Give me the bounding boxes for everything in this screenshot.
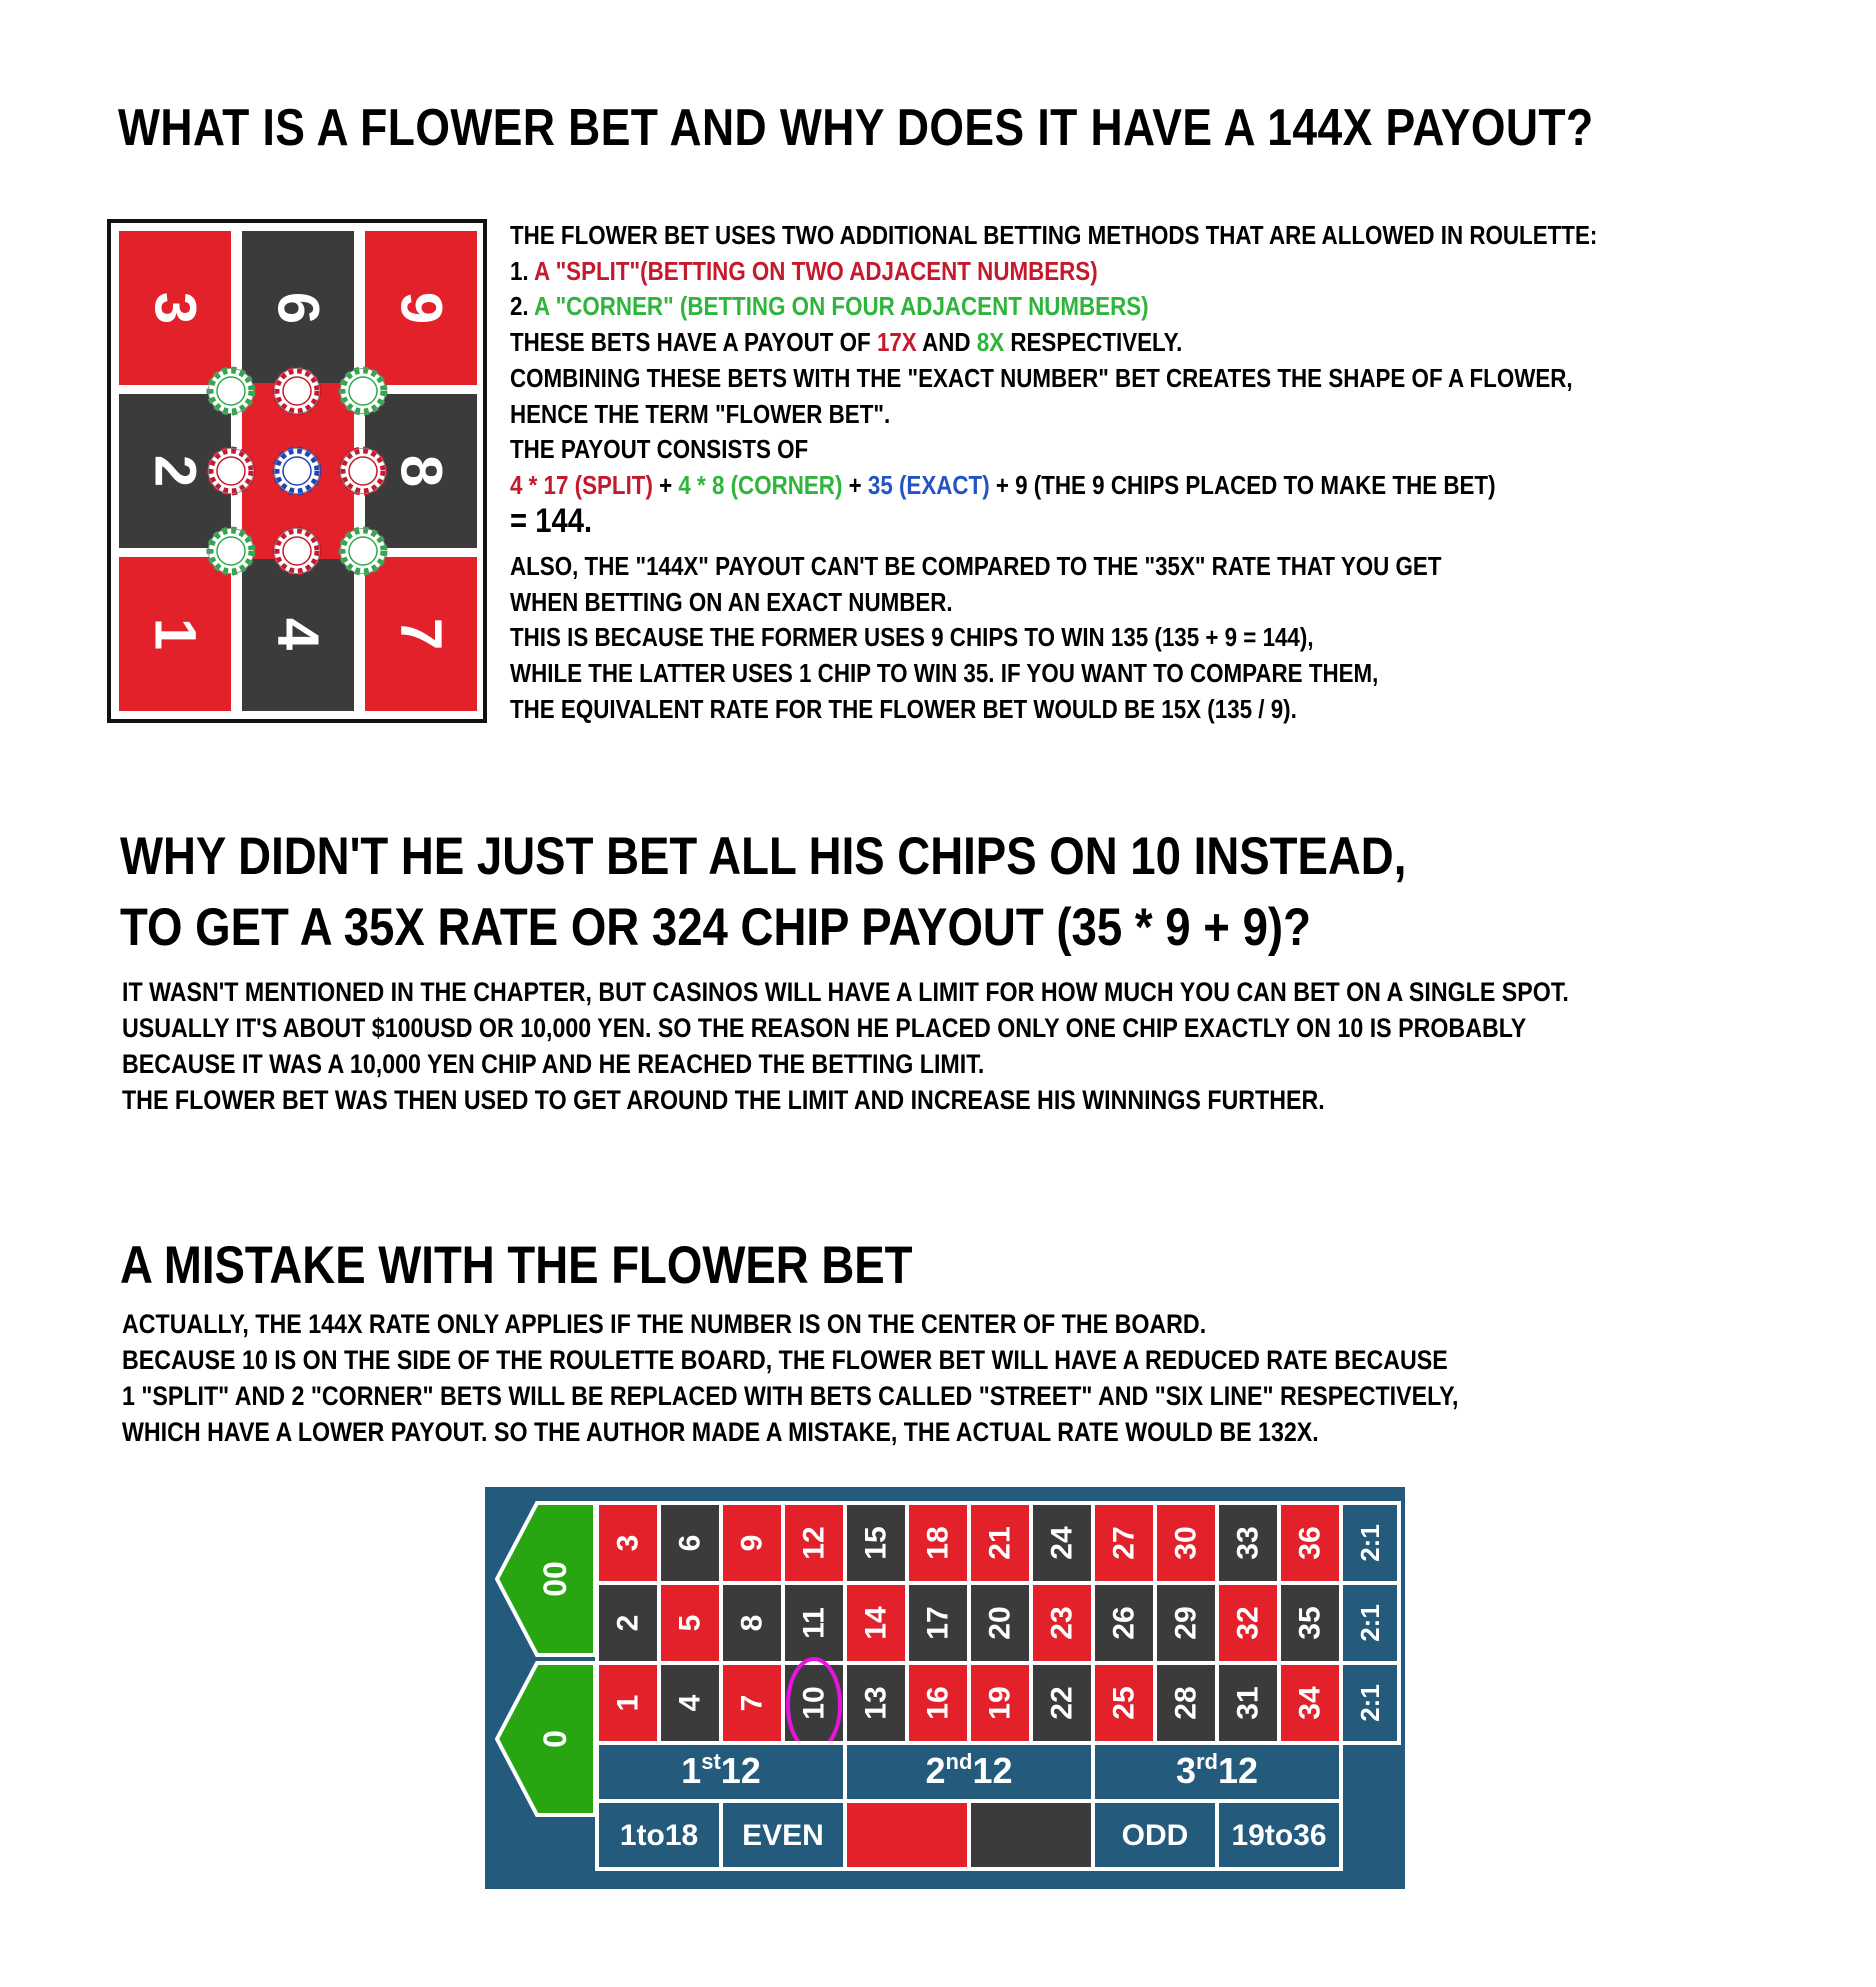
dozen-label: 2nd12 [925,1749,1013,1791]
number-label: 26 [1107,1606,1141,1640]
exact-chip [274,448,320,494]
result-value: = 144. [510,502,593,540]
dozen-bet-2[interactable] [845,1743,1093,1801]
low-bet[interactable] [597,1801,721,1869]
section1-title: WHAT IS A FLOWER BET AND WHY DOES IT HAVE A 144X PAYOUT? [118,99,1594,157]
section3-line-2: BECAUSE 10 IS ON THE SIDE OF THE ROULETTE BOARD, THE FLOWER BET WILL HAVE A REDUCED RATE BECAUSE [122,1345,1448,1375]
number-label: 17 [921,1606,955,1640]
flower-number: 8 [388,454,454,488]
flower-bet-diagram [107,219,487,723]
combine-line-1: COMBINING THESE BETS WITH THE "EXACT NUMBER" BET CREATES THE SHAPE OF A FLOWER, [510,362,1573,393]
number-cell-6[interactable] [659,1503,721,1583]
number-label: 22 [1045,1686,1079,1720]
flower-number: 2 [142,454,208,488]
roulette-table-svg [485,1487,1405,1889]
number-label: 8 [735,1614,769,1632]
also-line-5: THE EQUIVALENT RATE FOR THE FLOWER BET WOULD BE 15X (135 / 9). [510,693,1297,724]
number-cell-25[interactable] [1093,1663,1155,1743]
number-label: 35 [1293,1606,1327,1640]
number-label: 32 [1231,1606,1265,1640]
split-chip [208,448,254,494]
number-cell-3[interactable] [597,1503,659,1583]
number-cell-4[interactable] [659,1663,721,1743]
section2-line-4: THE FLOWER BET WAS THEN USED TO GET AROUND THE LIMIT AND INCREASE HIS WINNINGS FURTHER. [122,1085,1325,1115]
number-cell-24[interactable] [1031,1503,1093,1583]
number-label: 18 [921,1526,955,1560]
number-cell-30[interactable] [1155,1503,1217,1583]
number-cell-1[interactable] [597,1663,659,1743]
number-label: 1 [611,1694,645,1712]
payout-line [510,325,1597,361]
number-label: 28 [1169,1686,1203,1720]
number-label: 13 [859,1686,893,1720]
column-bet-label: 2:1 [1355,1684,1385,1722]
outside-bet-label: 1to18 [619,1819,699,1852]
also-block [510,549,1441,728]
outside-bet-label: EVEN [742,1819,824,1852]
payout-pre: THESE BETS HAVE A PAYOUT OF [510,327,871,358]
item2-number: 2. [510,291,529,322]
section2-line-3: BECAUSE IT WAS A 10,000 YEN CHIP AND HE REACHED THE BETTING LIMIT. [122,1049,985,1079]
number-label: 4 [673,1694,707,1712]
number-cell-20[interactable] [969,1583,1031,1663]
corner-chip [208,368,254,414]
number-label: 16 [921,1686,955,1720]
number-cell-31[interactable] [1217,1663,1279,1743]
number-cell-13[interactable] [845,1663,907,1743]
number-cell-19[interactable] [969,1663,1031,1743]
number-cell-29[interactable] [1155,1583,1217,1663]
flower-number: 9 [388,291,454,325]
corner-chip [340,368,386,414]
split-chip [274,368,320,414]
number-label: 19 [983,1686,1017,1720]
combine-line-2: HENCE THE TERM "FLOWER BET". [510,398,891,429]
section2-line-1: IT WASN'T MENTIONED IN THE CHAPTER, BUT CASINOS WILL HAVE A LIMIT FOR HOW MUCH YOU CAN BET ON A SINGLE SPOT. [122,977,1569,1007]
zero-label: 0 [537,1730,573,1748]
section2-title-2: TO GET A 35X RATE OR 324 CHIP PAYOUT (35 * 9 + 9)? [120,898,1311,957]
split-chip [274,528,320,574]
number-cell-26[interactable] [1093,1583,1155,1663]
high-bet[interactable] [1217,1801,1341,1869]
column-bet-label: 2:1 [1355,1524,1385,1562]
zero-label: 00 [537,1561,573,1597]
number-label: 5 [673,1614,707,1632]
number-label: 10 [797,1686,831,1720]
flower-cell-3 [119,231,231,385]
number-label: 33 [1231,1526,1265,1560]
number-cell-15[interactable] [845,1503,907,1583]
number-cell-17[interactable] [907,1583,969,1663]
number-label: 6 [673,1534,707,1552]
number-label: 11 [797,1607,831,1639]
number-cell-23[interactable] [1031,1583,1093,1663]
flower-number: 6 [265,291,331,325]
also-line-3: THIS IS BECAUSE THE FORMER USES 9 CHIPS TO WIN 135 (135 + 9 = 144), [510,622,1314,653]
corner-chip [340,528,386,574]
number-label: 3 [611,1534,645,1552]
number-cell-32[interactable] [1217,1583,1279,1663]
flower-number: 4 [265,617,331,651]
flower-number: 3 [142,291,208,325]
number-cell-5[interactable] [659,1583,721,1663]
black-bet[interactable] [969,1801,1093,1869]
number-cell-28[interactable] [1155,1663,1217,1743]
column-bet-1[interactable] [1341,1503,1399,1583]
split-chip [340,448,386,494]
split-line [510,254,1597,290]
outside-bet-label: ODD [1121,1819,1189,1852]
also-line-1: ALSO, THE "144X" PAYOUT CAN'T BE COMPARED TO THE "35X" RATE THAT YOU GET [510,551,1442,581]
formula-plus-2: + [848,469,862,500]
section3-title: A MISTAKE WITH THE FLOWER BET [120,1236,913,1295]
payout-post: RESPECTIVELY. [1010,327,1183,358]
flower-cell-6 [242,231,354,385]
roulette-table [485,1487,1405,1889]
number-cell-14[interactable] [845,1583,907,1663]
number-label: 34 [1293,1686,1327,1720]
number-cell-36[interactable] [1279,1503,1341,1583]
number-cell-8[interactable] [721,1583,783,1663]
number-label: 23 [1045,1606,1079,1640]
even-bet[interactable] [721,1801,845,1869]
split-payout: 17X [876,327,917,358]
number-cell-35[interactable] [1279,1583,1341,1663]
number-label: 15 [859,1526,893,1560]
red-bet[interactable] [845,1801,969,1869]
corner-definition: A "CORNER" (BETTING ON FOUR ADJACENT NUMBERS) [534,291,1149,322]
number-label: 30 [1169,1526,1203,1560]
number-label: 25 [1107,1686,1141,1720]
section3-line-3: 1 "SPLIT" AND 2 "CORNER" BETS WILL BE REPLACED WITH BETS CALLED "STREET" AND "SIX LINE" RESPECTIVELY, [122,1381,1459,1411]
flower-number: 7 [388,617,454,651]
number-cell-12[interactable] [783,1503,845,1583]
number-cell-21[interactable] [969,1503,1031,1583]
section3-line-4: WHICH HAVE A LOWER PAYOUT. SO THE AUTHOR MADE A MISTAKE, THE ACTUAL RATE WOULD BE 132X. [122,1417,1319,1447]
corner-line [510,289,1597,325]
section2-line-2: USUALLY IT'S ABOUT $100USD OR 10,000 YEN. SO THE REASON HE PLACED ONLY ONE CHIP EXACTLY ON 10 IS PROBABLY [122,1013,1527,1043]
section3-body [122,1306,1458,1450]
dozen-bet-1[interactable] [597,1743,845,1801]
odd-bet[interactable] [1093,1801,1217,1869]
also-line-2: WHEN BETTING ON AN EXACT NUMBER. [510,586,953,617]
result-line [510,504,592,540]
number-cell-2[interactable] [597,1583,659,1663]
number-cell-33[interactable] [1217,1503,1279,1583]
number-cell-34[interactable] [1279,1663,1341,1743]
number-label: 2 [611,1614,645,1632]
column-bet-3[interactable] [1341,1663,1399,1743]
flower-grid-svg [111,223,483,719]
dozen-bet-3[interactable] [1093,1743,1341,1801]
item1-number: 1. [510,255,529,286]
column-bet-label: 2:1 [1355,1604,1385,1642]
dozen-label: 1st12 [681,1749,761,1791]
number-cell-16[interactable] [907,1663,969,1743]
outside-bet-label: 19to36 [1231,1819,1327,1852]
dozen-label: 3rd12 [1175,1749,1259,1791]
also-line-4: WHILE THE LATTER USES 1 CHIP TO WIN 35. IF YOU WANT TO COMPARE THEM, [510,658,1379,689]
number-label: 31 [1231,1686,1265,1720]
formula-plus-1: + [659,469,673,500]
number-label: 21 [983,1526,1017,1560]
number-label: 9 [735,1534,769,1552]
flower-number: 1 [142,617,208,651]
section1-body [510,218,1597,504]
section2-title-1: WHY DIDN'T HE JUST BET ALL HIS CHIPS ON 10 INSTEAD, [120,827,1407,886]
corner-chip [208,528,254,574]
number-cell-9[interactable] [721,1503,783,1583]
corner-payout: 8X [976,327,1005,358]
number-cell-18[interactable] [907,1503,969,1583]
number-label: 20 [983,1606,1017,1640]
number-cell-11[interactable] [783,1583,845,1663]
flower-cell-1 [119,557,231,711]
formula-corner: 4 * 8 (CORNER) [678,469,843,500]
formula-exact: 35 (EXACT) [867,469,990,500]
consists-line: THE PAYOUT CONSISTS OF [510,434,809,465]
number-label: 7 [735,1694,769,1712]
section2-body [122,974,1569,1118]
section3-line-1: ACTUALLY, THE 144X RATE ONLY APPLIES IF THE NUMBER IS ON THE CENTER OF THE BOARD. [122,1309,1207,1339]
number-label: 12 [797,1526,831,1560]
number-label: 27 [1107,1526,1141,1560]
formula-split: 4 * 17 (SPLIT) [510,469,653,500]
number-label: 14 [859,1606,893,1640]
flower-cell-7 [365,557,477,711]
flower-cell-4 [242,557,354,711]
flower-cell-9 [365,231,477,385]
number-cell-22[interactable] [1031,1663,1093,1743]
number-cell-27[interactable] [1093,1503,1155,1583]
formula-rest: + 9 (THE 9 CHIPS PLACED TO MAKE THE BET) [995,469,1496,500]
formula-line [510,468,1597,504]
intro-line: THE FLOWER BET USES TWO ADDITIONAL BETTING METHODS THAT ARE ALLOWED IN ROULETTE: [510,220,1598,250]
payout-and: AND [922,327,971,358]
column-bet-2[interactable] [1341,1583,1399,1663]
number-label: 24 [1045,1526,1079,1560]
number-cell-7[interactable] [721,1663,783,1743]
split-definition: A "SPLIT"(BETTING ON TWO ADJACENT NUMBERS) [534,255,1098,286]
number-label: 29 [1169,1606,1203,1640]
number-label: 36 [1293,1526,1327,1560]
